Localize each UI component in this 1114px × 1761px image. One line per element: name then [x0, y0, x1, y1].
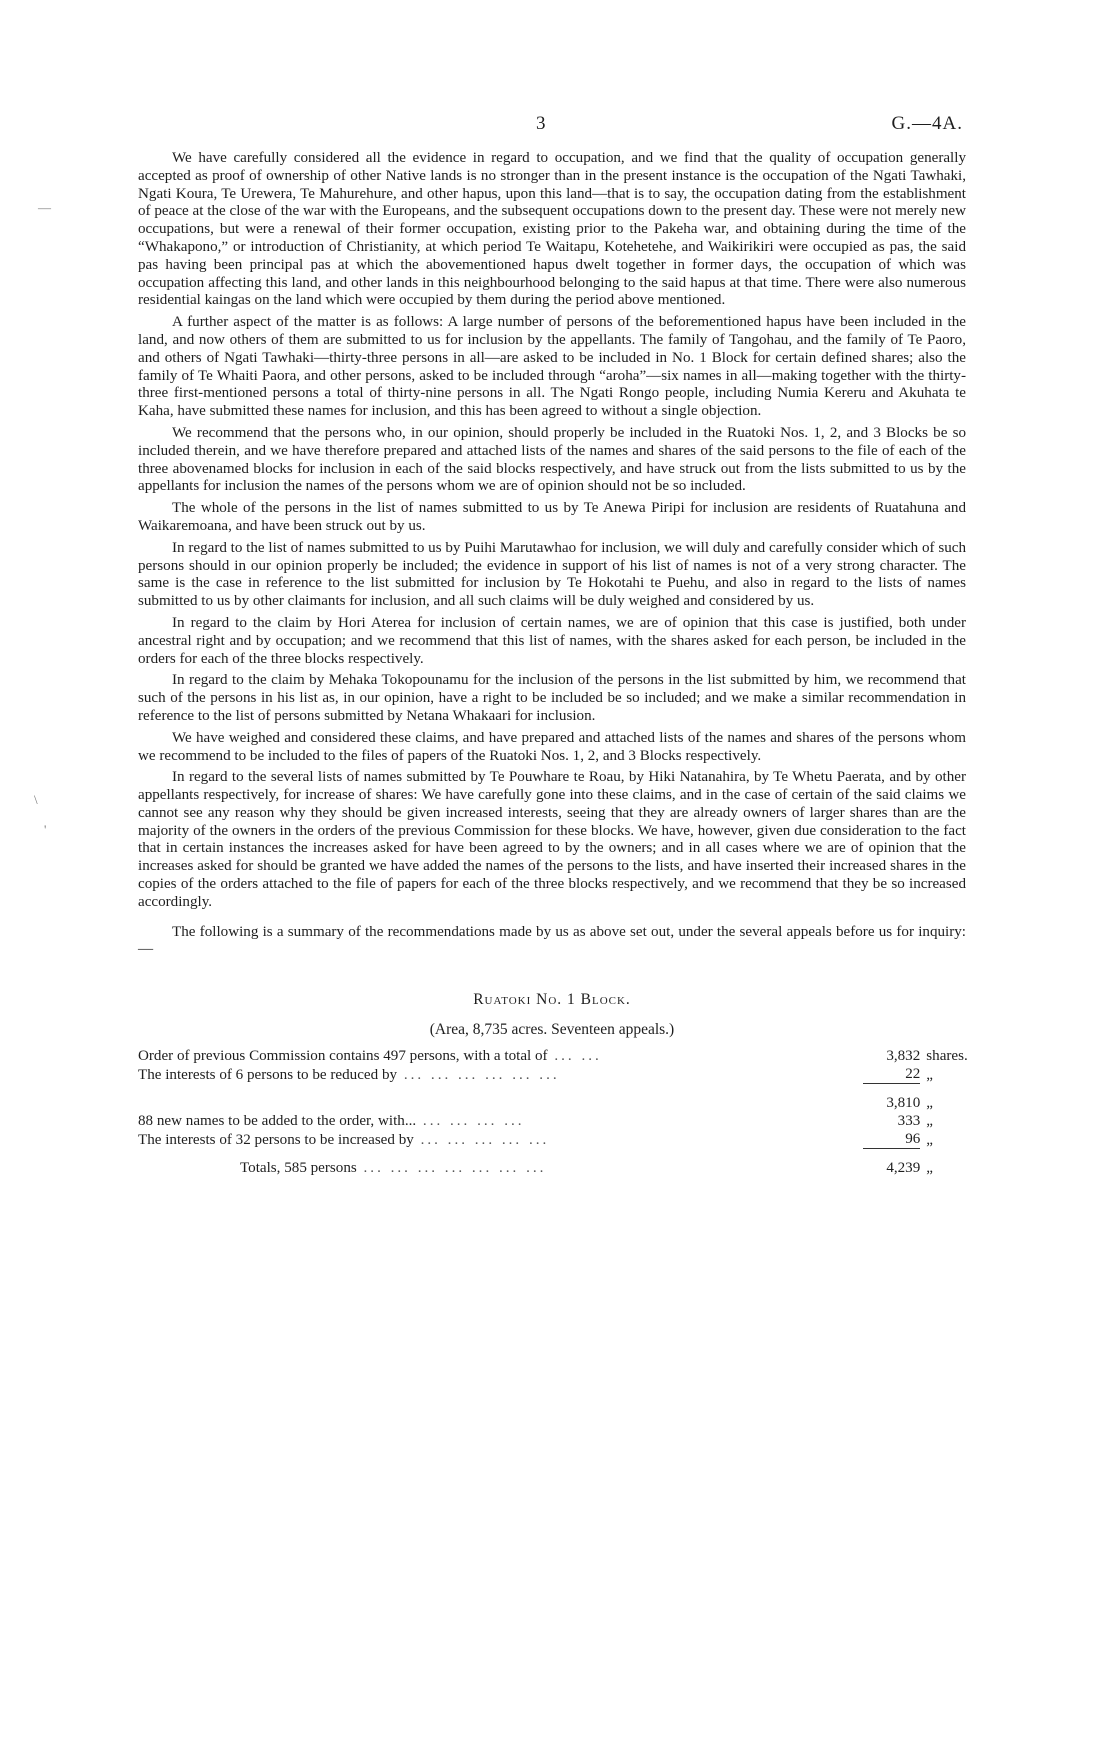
block-subtitle: (Area, 8,735 acres. Seventeen appeals.) — [429, 1021, 675, 1039]
row-unit: shares. — [926, 1048, 968, 1065]
summary-table — [138, 1047, 974, 1177]
row-value: 22 — [905, 1066, 921, 1083]
row-description: The interests of 6 persons to be reduced by ... ... ... ... ... ... — [138, 1066, 560, 1083]
row-description: 88 new names to be added to the order, with... ... ... ... ... — [138, 1113, 525, 1130]
paragraph: The whole of the persons in the list of names submitted to us by Te Anewa Piripi for inclusion are residents of Ruatahuna and Waikaremoana, and have been struck out by us. — [138, 500, 966, 534]
paragraph: We recommend that the persons who, in our opinion, should properly be included in the Ruatoki Nos. 1, 2, and 3 Blocks be so included therein, and we have therefore prepared and attached lists of the names and shares of the said persons to the file of each of the three abovenamed blocks for inclusion in each of the said blocks respectively, and have struck out from the lists submitted to us by the appellants for inclusion the names of the persons whom we are of opinion should not be so included. — [138, 424, 966, 495]
row-unit: „ — [926, 1160, 933, 1177]
margin-mark: \ — [34, 792, 38, 807]
table-row — [138, 1065, 974, 1084]
totals-row — [138, 1159, 974, 1177]
row-unit: „ — [926, 1131, 933, 1148]
paragraph: In regard to the list of names submitted to us by Puihi Marutawhao for inclusion, we will duly and carefully consider which of such persons should in our opinion properly be included; the evidence in support of his list of names is not of a very strong character. The same is the case in reference to the list submitted for inclusion by Te Hokotahi te Puehu, and also in regard to the lists of names submitted to us by other claimants for inclusion, and all such claims will be duly weighed and considered by us. — [138, 539, 966, 610]
row-unit: „ — [926, 1095, 933, 1112]
paragraph: A further aspect of the matter is as follows: A large number of persons of the beforementioned hapus have been included in the land, and now others of them are submitted to us for inclusion by the appellants. The family of Tangohau, and the family of Te Paoro, and others of Ngati Tawhaki—thirty-three persons in all—are asked to be included in No. 1 Block for certain defined shares; also the family of Te Whaiti Paora, and other persons, asked to be included through “aroha”—six names in all—making together with the thirty-three first-mentioned persons a total of thirty-nine persons in all. The Ngati Rongo people, including Numia Kereru and Akuhata te Kaha, have submitted these names for inclusion, and this has been agreed to without a single objection. — [138, 314, 966, 420]
body-text — [138, 150, 966, 1177]
paragraph: In regard to the several lists of names submitted by Te Pouwhare te Roau, by Hiki Natanahira, by Te Whetu Paerata, and by other appellants respectively, for increase of shares: We have carefully gone into these claims, and in the case of certain of the said claims we cannot see any reason why they should be given increased interests, seeing that they are already owners of larger shares than are the majority of the owners in the orders of the previous Commission for these blocks. We have, however, given due consideration to the fact that in certain instances the increases asked for have been agreed to by the owners; and in all cases where we are of opinion that the increases asked for should be granted we have added the names of the persons to the lists, and have inserted their increased shares in the copies of the orders attached to the file of papers for each of the three blocks respectively, and we recommend that they be so increased accordingly. — [138, 769, 966, 910]
block-title: Ruatoki No. 1 Block. — [473, 991, 631, 1009]
document-code: G.—4A. — [891, 113, 963, 134]
paragraph: In regard to the claim by Mehaka Tokopounamu for the inclusion of the persons in the list submitted by him, we recommend that such of the persons in his list as, in our opinion, have a right to be included be so included; and we make a similar recommendation in reference to the list of persons submitted by Netana Whakaari for inclusion. — [138, 672, 966, 724]
paragraph: We have weighed and considered these claims, and have prepared and attached lists of the names and shares of the persons whom we recommend to be included to the files of papers of the Ruatoki Nos. 1, 2, and 3 Blocks respectively. — [138, 729, 966, 764]
row-value: 96 — [905, 1131, 921, 1148]
sum-rule — [863, 1084, 920, 1095]
row-value: 4,239 — [886, 1160, 921, 1177]
row-value: 3,832 — [886, 1048, 921, 1065]
table-row — [138, 1130, 974, 1149]
table-row — [138, 1047, 974, 1065]
total-rule — [863, 1149, 920, 1160]
row-value: 3,810 — [886, 1095, 921, 1112]
paragraph: The following is a summary of the recommendations made by us as above set out, under the several appeals before us for inquiry:— — [138, 923, 966, 958]
row-description — [138, 1094, 863, 1112]
paragraph: In regard to the claim by Hori Aterea for inclusion of certain names, we are of opinion that this case is justified, both under ancestral right and by occupation; and we recommend that this list of names, with the shares asked for each person, be included in the orders for each of the three blocks respectively. — [138, 614, 966, 667]
margin-mark: ' — [44, 822, 47, 837]
table-row — [138, 1094, 974, 1112]
page-number: 3 — [536, 113, 546, 134]
paragraph: We have carefully considered all the evidence in regard to occupation, and we find that the quality of occupation generally accepted as proof of ownership of other Native lands is no stronger than in the present instance is the occupation of the Ngati Tawhaki, Ngati Koura, Te Urewera, Te Mahurehure, and other hapus, upon this land—that is to say, the occupation dating from the establishment of peace at the close of the war with the Europeans, and the subsequent occupations down to the present day. These were not merely new occupations, but were a renewal of their former occupation, existing prior to the Pakeha war, and obtaining during the time of the “Whakapono,” or introduction of Christianity, at which period Te Waitapu, Kotehetehe, and Waikirikiri were occupied as pas, the said pas having been principal pas at which the abovementioned hapus dwelt together in former days, the occupation of which was occupation affecting this land, and other lands in this neighbourhood belonging to the said hapus at that time. There were also numerous residential kaingas on the land which were occupied by them during the period above mentioned. — [138, 150, 966, 309]
row-unit: „ — [926, 1113, 933, 1130]
table-row — [138, 1112, 974, 1130]
row-unit: „ — [926, 1066, 933, 1083]
row-description: The interests of 32 persons to be increased by ... ... ... ... ... — [138, 1131, 550, 1148]
margin-mark: — — [38, 200, 51, 215]
row-value: 333 — [897, 1113, 921, 1130]
row-description: Order of previous Commission contains 497 persons, with a total of ... ... — [138, 1048, 602, 1065]
row-description: Totals, 585 persons ... ... ... ... ... ... ... — [240, 1160, 547, 1177]
